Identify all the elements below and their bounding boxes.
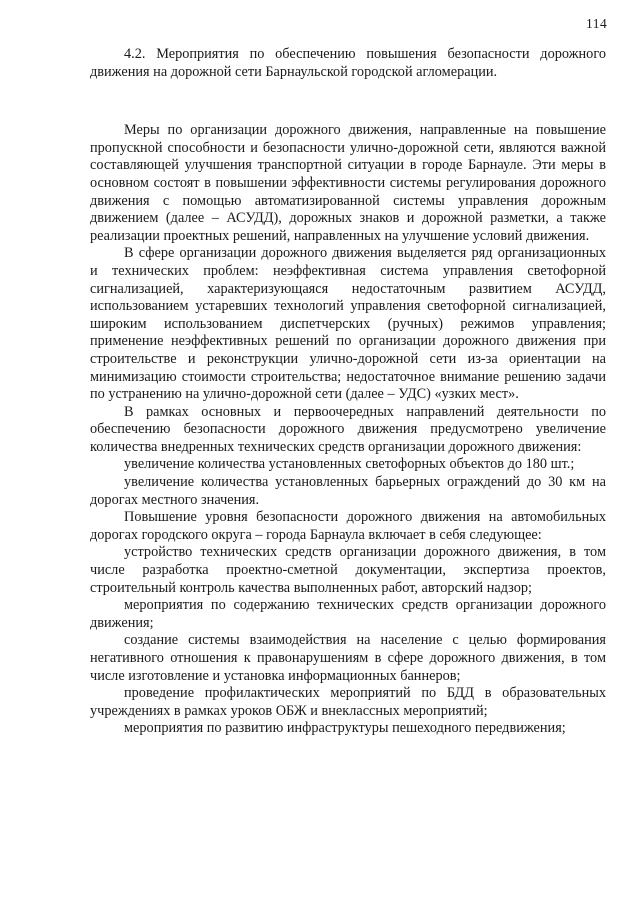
paragraph-measures-overview: Меры по организации дорожного движения, направленные на повышение пропускной способности и безопасности улично-дорожной сети, являются важной составляющей улучшения транспортной ситуации в городе Барнауле. Эти меры в основном состоят в повышении эффективности системы регулирования дорожного движения с помощью автоматизированной системы управления дорожным движением (далее – АСУДД), дорожных знаков и дорожной разметки, а также реализации проектных решений, направленных на улучшение условий движения. (90, 122, 606, 244)
list-item-interaction-system: создание системы взаимодействия на население с целью формирования негативного отношения к правонарушениям в сфере дорожного движения, в том числе изготовление и установка информационных баннеров; (90, 632, 606, 684)
page-number: 114 (586, 16, 608, 31)
document-body (90, 46, 606, 738)
list-item-technical-means: устройство технических средств организации дорожного движения, в том числе разработка проектно-сметной документации, экспертиза проектов, строительный контроль качества выполненных работ, авторский надзор; (90, 544, 606, 596)
list-item-pedestrian-infrastructure: мероприятия по развитию инфраструктуры пешеходного передвижения; (124, 720, 566, 737)
paragraph-priority-directions: В рамках основных и первоочередных направлений деятельности по обеспечению безопасности дорожного движения предусмотрено увеличение количества внедренных технических средств организации дорожного движения: (90, 403, 606, 455)
section-title: 4.2. Мероприятия по обеспечению повышения безопасности дорожного движения на дорожной сети Барнаульской городской агломерации. (90, 46, 606, 80)
list-item-barrier-fences: увеличение количества установленных барьерных ограждений до 30 км на дорогах местного значения. (90, 474, 606, 508)
paragraph-problems: В сфере организации дорожного движения выделяется ряд организационных и технических проблем: неэффективная система управления светофорной сигнализацией, характеризующаяся недостаточным развитием АСУДД, использованием устаревших технологий управления светофорной сигнализацией, широким использованием диспетчерских (ручных) режимов управления; применение неэффективных решений по организации дорожного движения при строительстве и реконструкции улично-дорожной сети из-за ориентации на минимизацию стоимости строительства; недостаточное внимание решению задачи по устранению на улично-дорожной сети (далее – УДС) «узких мест». (90, 245, 606, 403)
list-item-maintenance: мероприятия по содержанию технических средств организации дорожного движения; (90, 597, 606, 631)
list-item-preventive-measures: проведение профилактических мероприятий по БДД в образовательных учреждениях в рамках уроков ОБЖ и внеклассных мероприятий; (90, 685, 606, 719)
paragraph-safety-improvement: Повышение уровня безопасности дорожного движения на автомобильных дорогах городского округа – города Барнаула включает в себя следующее: (90, 509, 606, 543)
list-item-traffic-lights: увеличение количества установленных светофорных объектов до 180 шт.; (124, 456, 575, 473)
